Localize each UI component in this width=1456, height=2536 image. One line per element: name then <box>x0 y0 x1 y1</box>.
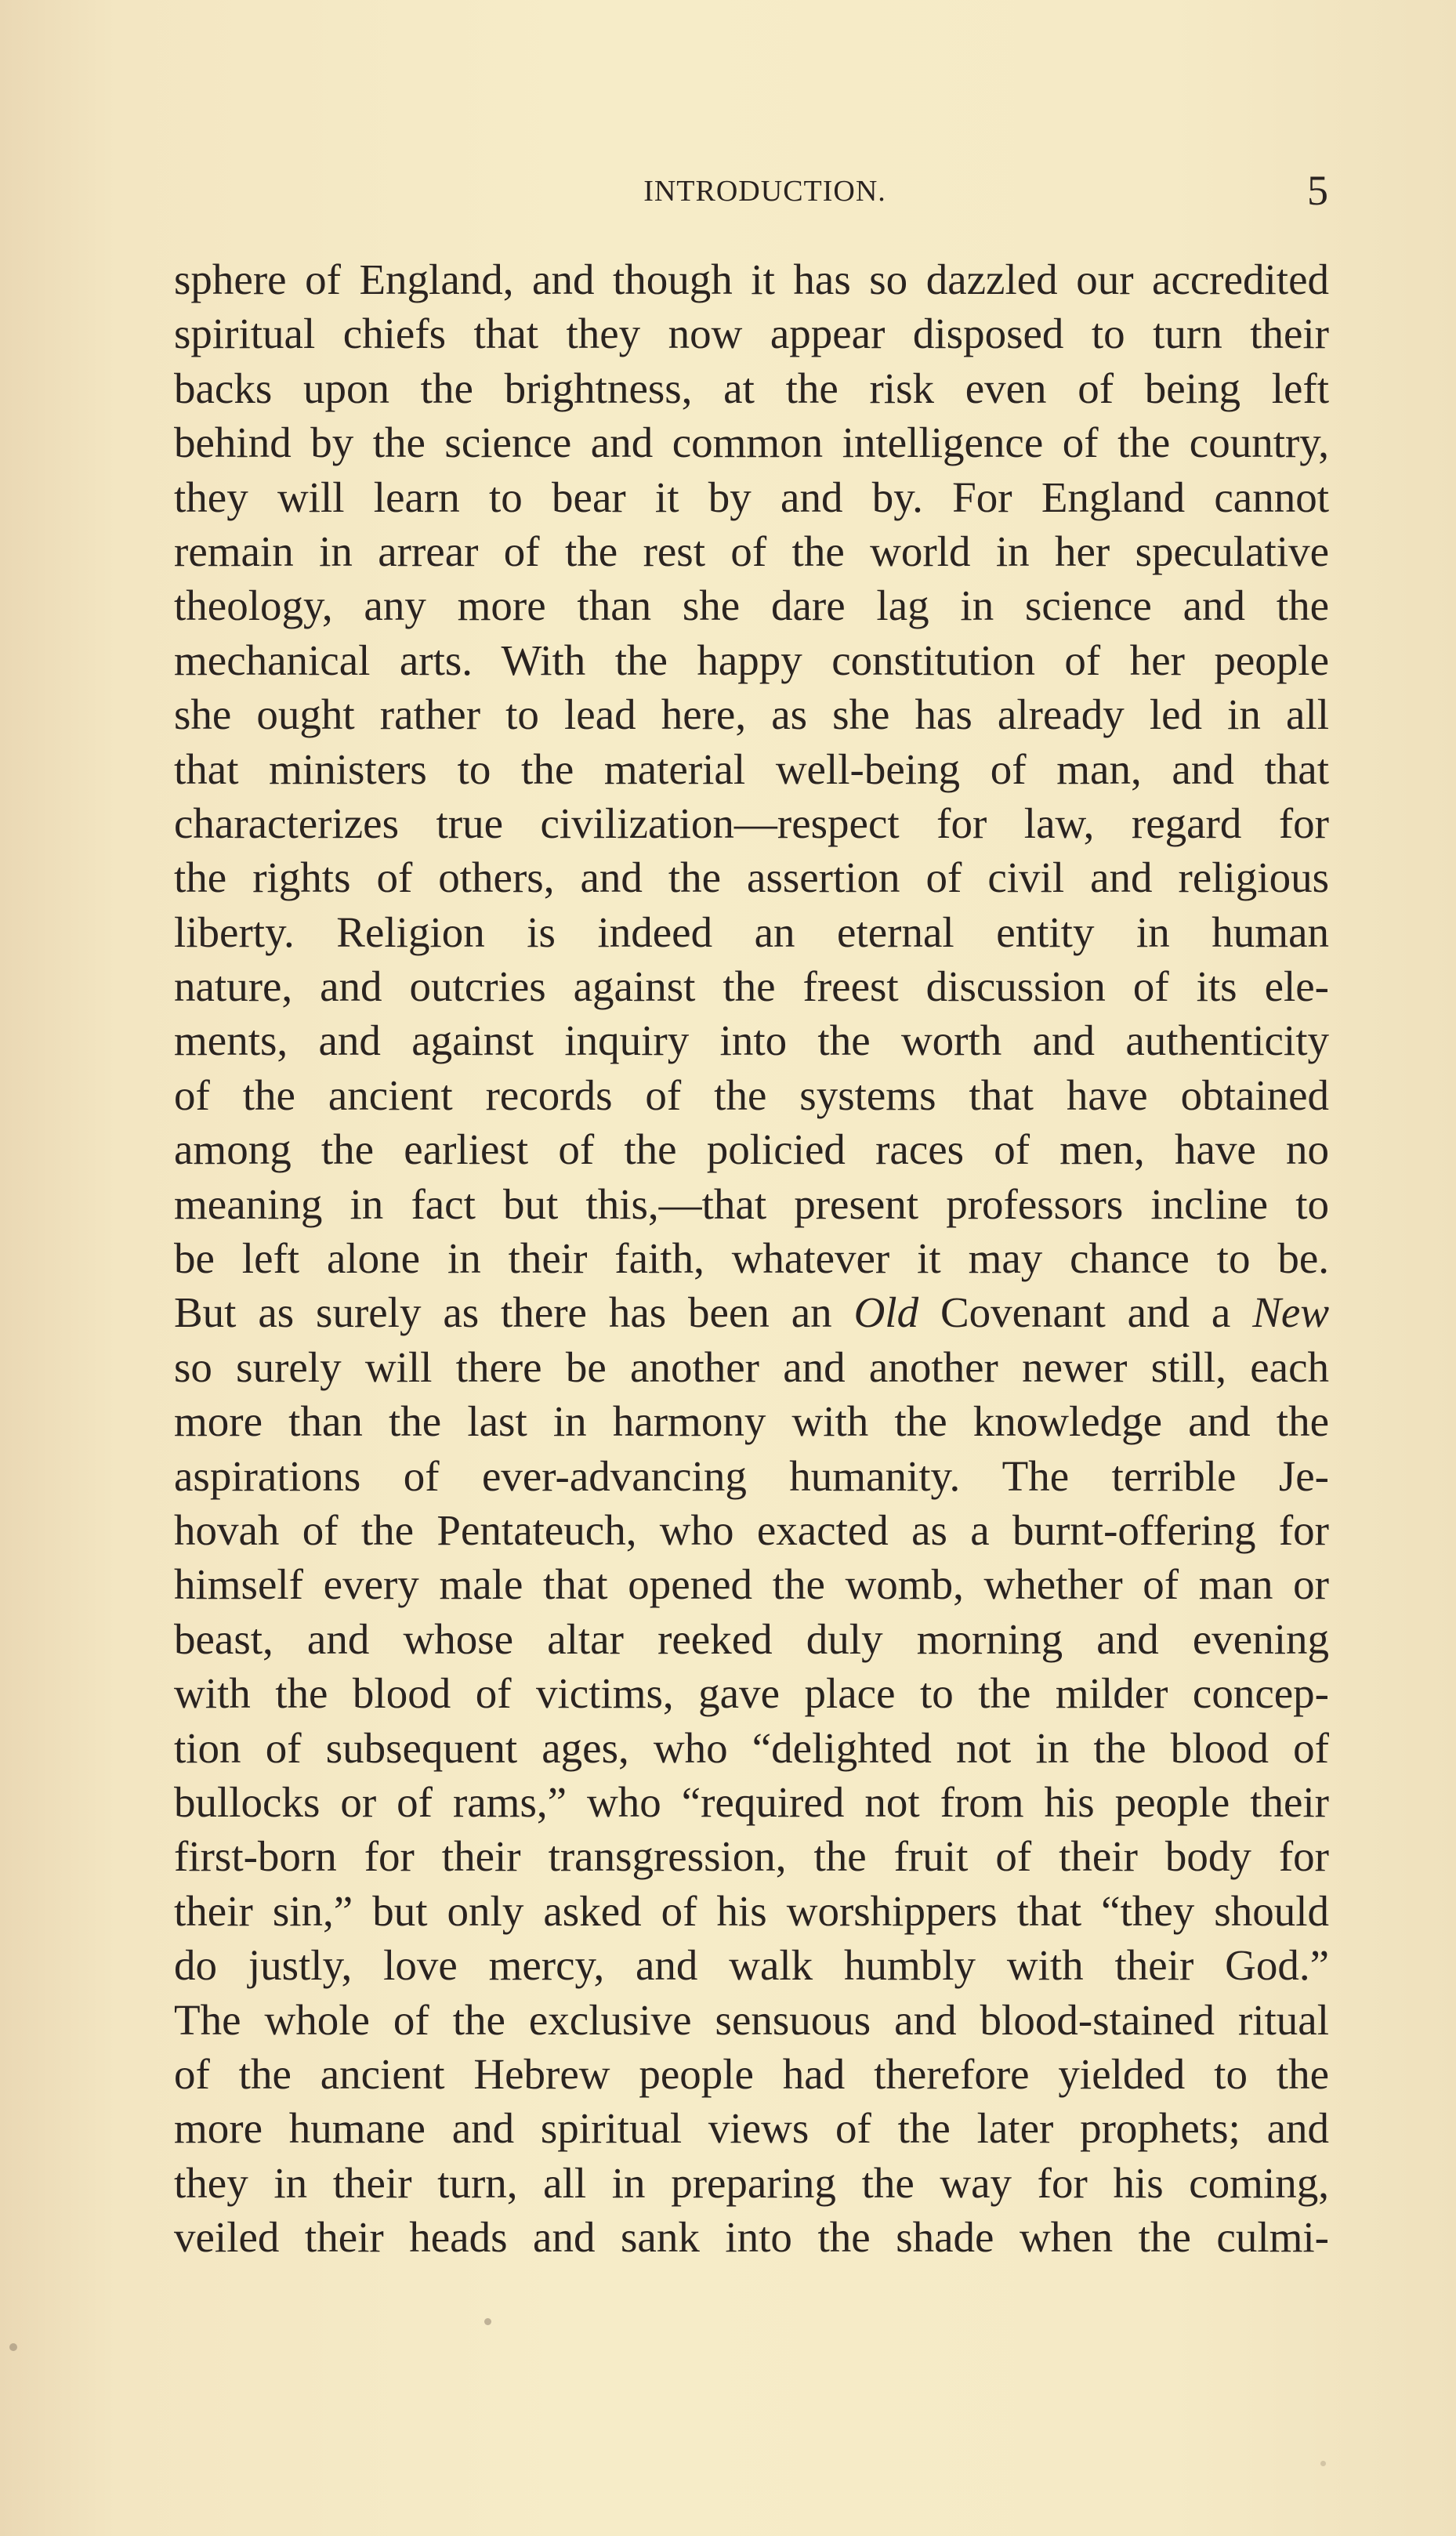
text-line: that ministers to the material well-being of man, and that <box>174 744 1329 793</box>
text-line: backs upon the brightness, at the risk even of being left <box>174 364 1329 412</box>
italic-word: Old <box>853 1288 919 1337</box>
text-line: their sin,” but only asked of his worshippers that “they should <box>174 1886 1329 1935</box>
text-line: be left alone in their faith, whatever it may chance to be. <box>174 1234 1329 1283</box>
text-line: with the blood of victims, gave place to the milder concep- <box>174 1669 1329 1718</box>
text-line: tion of subsequent ages, who “delighted not in the blood of <box>174 1723 1329 1772</box>
text-line: beast, and whose altar reeked duly morning and evening <box>174 1614 1329 1663</box>
text-span: But as surely as there has been an <box>174 1288 854 1337</box>
text-line: aspirations of ever-advancing humanity. The terrible Je- <box>174 1451 1329 1500</box>
text-line: characterizes true civilization—respect for law, regard for <box>174 799 1329 847</box>
page-number: 5 <box>1307 167 1328 214</box>
text-line: first-born for their transgression, the fruit of their body for <box>174 1832 1329 1881</box>
text-line: more humane and spiritual views of the later prophets; and <box>174 2104 1329 2153</box>
text-line: meaning in fact but this,—that present professors incline to <box>174 1179 1329 1228</box>
text-line: of the ancient records of the systems that have obtained <box>174 1071 1329 1119</box>
chapter-title: INTRODUCTION. <box>643 175 886 208</box>
text-line: they will learn to bear it by and by. For England cannot <box>174 473 1329 521</box>
text-line: more than the last in harmony with the knowledge and the <box>174 1397 1329 1446</box>
text-line: veiled their heads and sank into the shade when the culmi- <box>174 2213 1329 2262</box>
text-line: they in their turn, all in preparing the way for his coming, <box>174 2158 1329 2207</box>
text-line: of the ancient Hebrew people had therefore yielded to the <box>174 2049 1329 2098</box>
text-line: himself every male that opened the womb, whether of man or <box>174 1560 1329 1609</box>
text-line: mechanical arts. With the happy constitution of her people <box>174 636 1329 684</box>
paper-speck <box>1320 2461 1326 2466</box>
text-line: sphere of England, and though it has so dazzled our accredited <box>174 255 1329 303</box>
text-line: behind by the science and common intelligence of the country, <box>174 418 1329 467</box>
text-span: Covenant and a <box>918 1288 1253 1337</box>
text-line: do justly, love mercy, and walk humbly with their God.” <box>174 1941 1329 1990</box>
running-head <box>0 167 1456 221</box>
text-line: remain in arrear of the rest of the world in her speculative <box>174 527 1329 575</box>
paper-speck <box>484 2318 491 2325</box>
text-line: theology, any more than she dare lag in science and the <box>174 581 1329 630</box>
text-line: spiritual chiefs that they now appear disposed to turn their <box>174 310 1329 358</box>
text-line: nature, and outcries against the freest discussion of its ele- <box>174 962 1329 1011</box>
text-line: bullocks or of rams,” who “required not from his people their <box>174 1777 1329 1826</box>
text-line: hovah of the Pentateuch, who exacted as a burnt-offering for <box>174 1505 1329 1554</box>
text-line: The whole of the exclusive sensuous and blood-stained ritual <box>174 1995 1329 2044</box>
text-line: the rights of others, and the assertion of civil and religious <box>174 853 1329 902</box>
text-line <box>174 1285 1329 1339</box>
text-line: liberty. Religion is indeed an eternal entity in human <box>174 908 1329 956</box>
text-line: so surely will there be another and another newer still, each <box>174 1342 1329 1391</box>
paper-speck <box>9 2343 17 2351</box>
text-line: ments, and against inquiry into the worth and authenticity <box>174 1016 1329 1065</box>
italic-word: New <box>1252 1288 1329 1337</box>
text-line: she ought rather to lead here, as she has already led in all <box>174 690 1329 739</box>
body-text <box>174 252 1329 2264</box>
text-line: among the earliest of the policied races of men, have no <box>174 1125 1329 1174</box>
